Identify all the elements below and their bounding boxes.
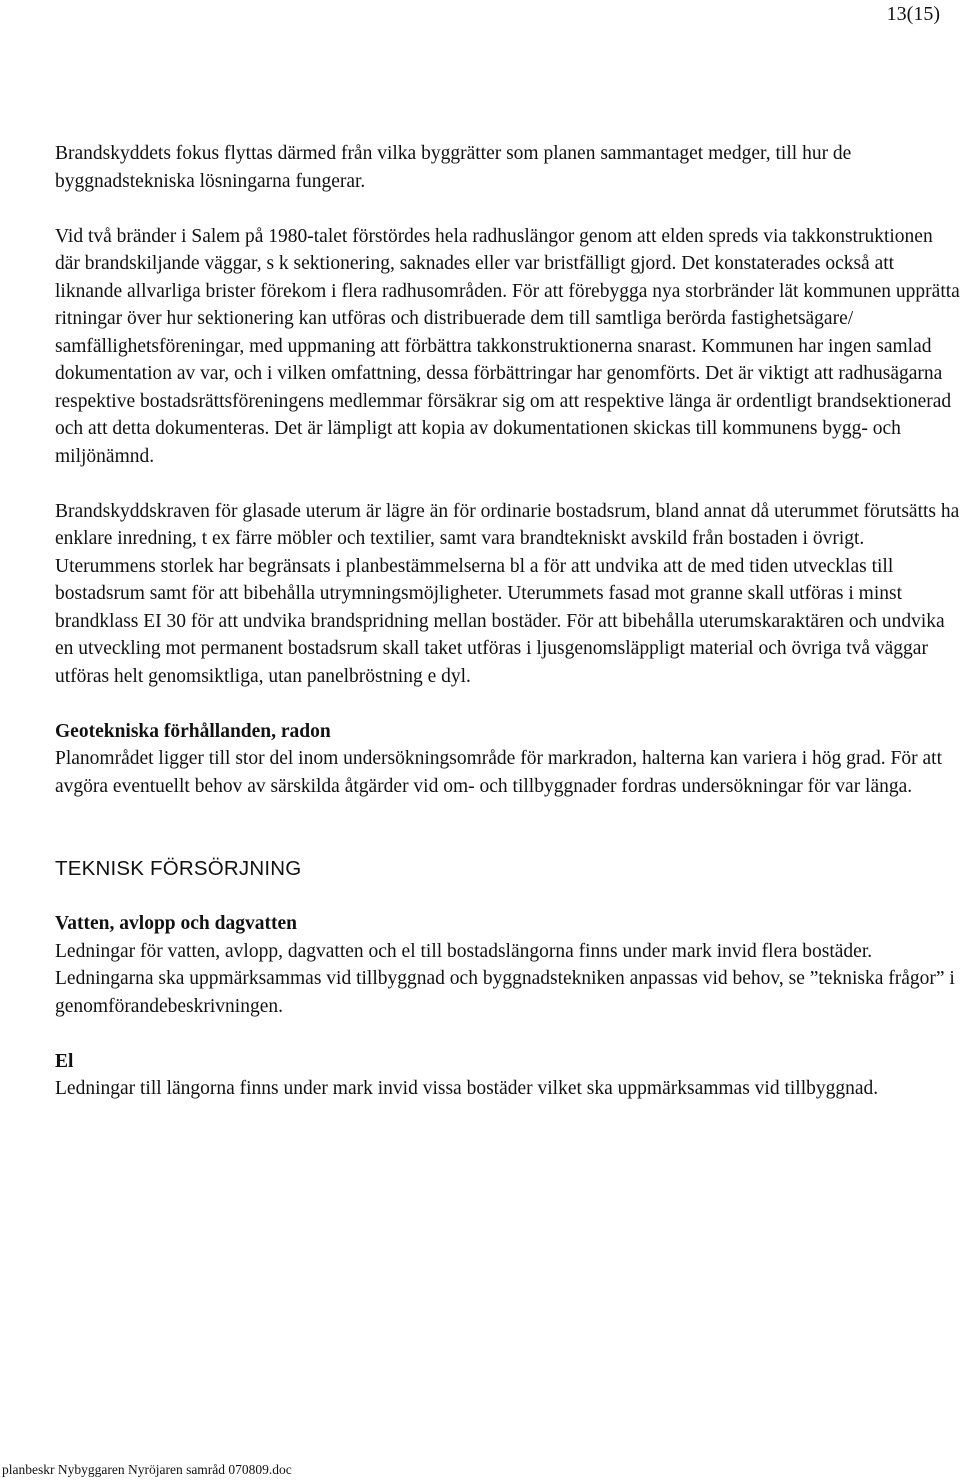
paragraph-gap bbox=[55, 690, 960, 718]
paragraph-gap bbox=[55, 195, 960, 223]
document-body bbox=[55, 140, 960, 1103]
paragraph-electricity: Ledningar till längorna finns under mark invid vissa bostäder vilket ska uppmärksammas vid tillbyggnad. bbox=[55, 1078, 879, 1099]
heading-technical-supply: TEKNISK FÖRSÖRJNING bbox=[55, 857, 302, 880]
heading-electricity: El bbox=[55, 1050, 74, 1072]
section-gap bbox=[55, 800, 960, 855]
paragraph-salem-fires: Vid två bränder i Salem på 1980-talet förstördes hela radhuslängor genom att elden spreds via takkonstruktionen där brandskiljande väggar, s k sektionering, saknades eller var bristfälligt gjord. Det konstaterades också att liknande allvarliga brister förekom i flera radhusområden. För att förebygga nya storbränder lät kommunen upprätta ritningar över hur sektionering kan utföras och distribuerade dem till samtliga berörda fastighetsägare/ samfällighetsföreningar, med uppmaning att förbättra takkonstruktionerna snarast. Kommunen har ingen samlad dokumentation av var, och i vilken omfattning, dessa förbättringar har genomförts. Det är viktigt att radhusägarna respektive bostadsrättsföreningens medlemmar försäkrar sig om att respektive länga är ordentligt brandsektionerad och att detta dokumenteras. Det är lämpligt att kopia av dokumentationen skickas till kommunens bygg- och miljönämnd. bbox=[55, 225, 960, 467]
paragraph-glazed-rooms: Brandskyddskraven för glasade uterum är lägre än för ordinarie bostadsrum, bland annat då uterummet förutsätts ha enklare inredning, t ex färre möbler och textilier, samt vara brandtekniskt avskild från bostaden i övrigt. Uterummens storlek har begränsats i planbestämmelserna bl a för att undvika att de med tiden utvecklas till bostadsrum samt för att bibehålla utrymningsmöjligheter. Uterummets fasad mot granne skall utföras i minst brandklass EI 30 för att undvika brandspridning mellan bostäder. För att bibehålla uterumskaraktären och undvika en utveckling mot permanent bostadsrum skall taket utföras i ljusgenomsläppligt material och övriga två väggar utföras helt genomsiktliga, utan panelbröstning e dyl. bbox=[55, 500, 960, 687]
paragraph-fire-focus: Brandskyddets fokus flyttas därmed från vilka byggrätter som planen sammantaget medger, till hur de byggnadstekniska lösningarna fungerar. bbox=[55, 143, 852, 192]
page-number: 13(15) bbox=[886, 3, 940, 25]
heading-water-sewer: Vatten, avlopp och dagvatten bbox=[55, 913, 297, 934]
paragraph-gap bbox=[55, 883, 960, 911]
paragraph-gap bbox=[55, 470, 960, 498]
paragraph-gap bbox=[55, 1020, 960, 1048]
heading-geotechnical: Geotekniska förhållanden, radon bbox=[55, 720, 331, 742]
paragraph-radon: Planområdet ligger till stor del inom undersökningsområde för markradon, halterna kan variera i hög grad. För att avgöra eventuellt behov av särskilda åtgärder vid om- och tillbyggnader fordras undersökningar för var länga. bbox=[55, 748, 943, 797]
paragraph-water-sewer: Ledningar för vatten, avlopp, dagvatten och el till bostadslängorna finns under mark invid flera bostäder. Ledningarna ska uppmärksammas vid tillbyggnad och byggnadstekniken anpassas vid behov, se ”tekniska frågor” i genomförandebeskrivningen. bbox=[55, 940, 955, 1017]
footer-filename: planbeskr Nybyggaren Nyröjaren samråd 070809.doc bbox=[2, 1462, 292, 1477]
